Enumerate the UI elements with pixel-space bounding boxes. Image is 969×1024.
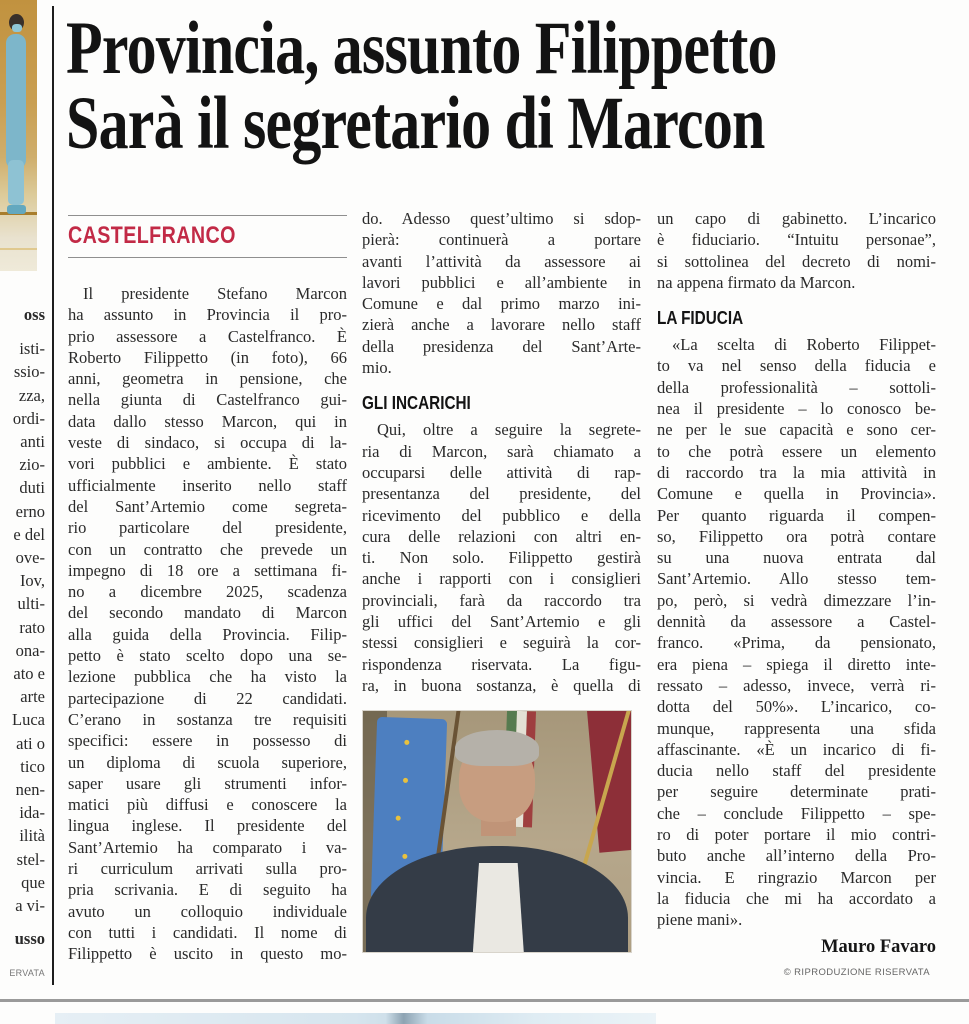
cutoff-text-fragment: ato e xyxy=(13,664,45,684)
text-line: lezione pubblica che ha visto la xyxy=(68,667,347,687)
text-line: zierà anche a lavorare nello staff xyxy=(362,315,641,335)
headline-line-1: Provincia, assunto Filippetto xyxy=(66,7,777,90)
cutoff-text-fragment: ove- xyxy=(15,548,45,568)
cutoff-text-fragment: zza, xyxy=(18,385,45,405)
cutoff-text-fragment: ida- xyxy=(19,803,45,823)
text-line: Roberto Filippetto (in foto), 66 xyxy=(68,347,347,367)
text-line: lingua inglese. Il presidente del xyxy=(68,816,347,836)
headline-line-2: Sarà il segretario di Marcon xyxy=(66,82,765,165)
gym-floor-line xyxy=(0,248,37,250)
article-column-3 xyxy=(657,208,936,978)
text-line: veste di sindaco, si occupa di la- xyxy=(68,433,347,453)
text-line: ria di Marcon, sarà chiamato a xyxy=(362,441,641,461)
text-line: ti. Non solo. Filippetto gestirà xyxy=(362,548,641,568)
paragraph xyxy=(657,334,936,930)
kicker-label: CASTELFRANCO xyxy=(68,222,236,249)
cutoff-text-fragment: isti- xyxy=(19,339,45,359)
text-line: ha assunto in Provincia il pro- xyxy=(68,305,347,325)
skater-legs xyxy=(8,160,24,205)
text-line: nella giunta di Castelfranco gui- xyxy=(68,390,347,410)
cutoff-text-fragment: Luca xyxy=(12,710,45,730)
text-line: con tutti i candidati. Il nome di xyxy=(68,922,347,942)
text-line: con un contratto che prevede un xyxy=(68,539,347,559)
text-line: su una nuova entrata dal xyxy=(657,548,936,568)
text-line: rispondenza riservata. La figu- xyxy=(362,654,641,674)
text-line: nea il presidente – lo conosco be- xyxy=(657,399,936,419)
cutoff-text-fragment: anti xyxy=(20,432,45,452)
text-line: no a dicembre 2025, scadenza xyxy=(68,582,347,602)
skater-body xyxy=(6,34,26,169)
text-line: un diploma di scuola superiore, xyxy=(68,752,347,772)
man-hair xyxy=(455,730,538,766)
text-line: dotta del 50%». L’incarico, co- xyxy=(657,697,936,717)
cutoff-text-fragment: rato xyxy=(19,617,45,637)
text-line: era piena – spiega il diretto inte- xyxy=(657,654,936,674)
text-line: franco. «Prima, da pensionato, xyxy=(657,633,936,653)
text-line: del Sant’Artemio come segreta- xyxy=(68,496,347,516)
cutoff-text-fragment: ona- xyxy=(15,640,45,660)
text-line: del secondo mandato di Marcon xyxy=(68,603,347,623)
text-line: che – conclude Filippetto – spe- xyxy=(657,803,936,823)
text-line: ricevimento del pubblico e della xyxy=(362,505,641,525)
article-column-1 xyxy=(68,283,347,965)
text-line: è fiduciario. “Intuitu personae”, xyxy=(657,230,936,250)
cutoff-text-fragment: stel- xyxy=(16,849,45,869)
copyright-notice: © RIPRODUZIONE RISERVATA xyxy=(783,966,930,978)
text-line: gli uffici del Sant’Artemio e gli xyxy=(362,612,641,632)
cutoff-text-fragment: usso xyxy=(14,929,45,949)
text-line: partecipazione di 22 candidati. xyxy=(68,688,347,708)
text-line: specifici: essere in possesso di xyxy=(68,731,347,751)
text-line: ufficialmente inserito nello staff xyxy=(68,475,347,495)
text-line: piene mani». xyxy=(657,910,743,930)
text-line: anche i rapporti con i consiglieri xyxy=(362,569,641,589)
text-line: si sottolinea del decreto di nomi- xyxy=(657,251,936,271)
cutoff-text-fragment: ulti- xyxy=(17,594,45,614)
text-line: Filippetto è uscito in questo mo- xyxy=(68,944,347,964)
cutoff-text-fragment: erno xyxy=(15,501,45,521)
text-line: vori pubblici e ambiente. È stato xyxy=(68,454,347,474)
cutoff-text-fragment: tico xyxy=(20,756,45,776)
next-article-photo-edge xyxy=(55,1013,656,1024)
text-line: saper usare gli strumenti infor- xyxy=(68,773,347,793)
text-line: pria scrivania. E di seguito ha xyxy=(68,880,347,900)
text-line: ro di poter portare il mio contri- xyxy=(657,825,936,845)
text-line: della presidenza del Sant’Arte- xyxy=(362,336,641,356)
text-line: na appena firmato da Marcon. xyxy=(657,272,856,292)
paragraph xyxy=(657,208,936,293)
text-line: C’erano in sostanza tre requisiti xyxy=(68,709,347,729)
text-line: avanti l’attività da assessore ai xyxy=(362,251,641,271)
text-line: do. Adesso quest’ultimo si sdop- xyxy=(362,209,641,228)
text-line: lavori pubblici e all’ambiente in xyxy=(362,272,641,292)
text-line: Per quanto riguarda il compen- xyxy=(657,505,936,525)
text-line: «La scelta di Roberto Filippet- xyxy=(672,335,936,355)
column-divider-rule xyxy=(52,6,54,985)
cutoff-text-fragment: ordi- xyxy=(12,408,45,428)
text-line: Comune e quella in Provincia». xyxy=(657,484,936,504)
text-line: data dallo stesso Marcon, qui in xyxy=(68,411,347,431)
text-line: Il presidente Stefano Marcon xyxy=(83,284,347,303)
text-line: cura delle relazioni con altri en- xyxy=(362,526,641,546)
cutoff-text-fragment: a vi- xyxy=(15,896,45,916)
cutoff-text-fragment: ERVATA xyxy=(9,968,45,979)
text-line: alla guida della Provincia. Filip- xyxy=(68,624,347,644)
text-line: pierà: continuerà a portare xyxy=(362,230,641,250)
text-line: la fiducia che mi ha accordato a xyxy=(657,888,936,908)
text-line: to va nel senso della fiducia e xyxy=(657,356,936,376)
text-line: ducia nello staff del presidente xyxy=(657,761,936,781)
section-kicker xyxy=(68,215,347,258)
text-line: stessi consiglieri e seguirà la cor- xyxy=(362,633,641,653)
text-line: di raccordo tra la mia attività in xyxy=(657,462,936,482)
section-subhead: LA FIDUCIA xyxy=(657,308,744,329)
eu-flag-stars xyxy=(404,740,409,745)
article-column-2 xyxy=(362,208,641,696)
text-line: Qui, oltre a seguire la segrete- xyxy=(377,420,641,440)
cutoff-text-fragment: ati o xyxy=(16,733,45,753)
text-line: un capo di gabinetto. L’incarico xyxy=(657,209,936,228)
text-line: mio. xyxy=(362,358,392,378)
text-line: to che potrà essere un elemento xyxy=(657,441,936,461)
bottom-section-rule xyxy=(0,999,969,1002)
text-line: anni, geometra in pensione, che xyxy=(68,369,347,389)
filippetto-photo xyxy=(362,710,632,953)
text-line: affascinante. «È un incarico di fi- xyxy=(657,739,936,759)
cutoff-photo-skater xyxy=(0,0,37,271)
text-line: ri curriculum arrivati sulla pro- xyxy=(68,859,347,879)
paragraph xyxy=(68,283,347,965)
text-line: Comune e dal primo marzo ini- xyxy=(362,294,641,314)
cutoff-text-fragment: Iov, xyxy=(19,571,45,591)
text-line: impegno di 18 ore a settimana fi- xyxy=(68,560,347,580)
text-line: della professionalità – sottoli- xyxy=(657,377,936,397)
section-subhead: GLI INCARICHI xyxy=(362,393,471,414)
article-headline xyxy=(66,7,954,165)
text-line: po, però, si vedrà dimezzare l’in- xyxy=(657,590,936,610)
text-line: presentanza del presidente, del xyxy=(362,484,641,504)
text-line: Sant’Artemio ha comparato i va- xyxy=(68,837,347,857)
cutoff-text-fragment: nen- xyxy=(15,780,45,800)
text-line: per seguire determinate prati- xyxy=(657,782,936,802)
text-line: prio assessore a Castelfranco. È xyxy=(68,326,347,346)
cutoff-text-fragment: duti xyxy=(19,478,45,498)
cutoff-text-fragment: e del xyxy=(13,524,45,544)
man-shirt xyxy=(473,863,524,952)
text-line: rio particolare del presidente, xyxy=(68,518,347,538)
skater-skates xyxy=(7,205,26,214)
cutoff-text-fragment: arte xyxy=(20,687,45,707)
text-line: so, Filippetto ora potrà contare xyxy=(657,526,936,546)
cutoff-column xyxy=(0,303,45,986)
text-line: matici più diffusi e conoscere la xyxy=(68,795,347,815)
text-line: munque, rappresenta una sfida xyxy=(657,718,936,738)
paragraph xyxy=(362,208,641,378)
paragraph xyxy=(362,419,641,696)
text-line: avuto un colloquio individuale xyxy=(68,901,347,921)
text-line: ra, in buona sostanza, è quella di xyxy=(362,675,641,695)
text-line: ne per le sue capacità e sono cer- xyxy=(657,420,936,440)
text-line: ressato – adesso, invece, verrà ri- xyxy=(657,675,936,695)
text-line: petto è stato scelto dopo una se- xyxy=(68,646,347,666)
cutoff-text-fragment: ssio- xyxy=(13,362,45,382)
text-line: dennità da assessore a Castel- xyxy=(657,612,936,632)
cutoff-text-fragment: ilità xyxy=(19,826,45,846)
cutoff-text-fragment: que xyxy=(21,872,45,892)
text-line: provinciali, farà da raccordo tra xyxy=(362,590,641,610)
skater-mask xyxy=(12,24,22,32)
text-line: Sant’Artemio. Allo stesso tem- xyxy=(657,569,936,589)
text-line: occuparsi delle attività di rap- xyxy=(362,462,641,482)
text-line: buto anche all’interno della Pro- xyxy=(657,846,936,866)
cutoff-text-fragment: zio- xyxy=(19,455,45,475)
author-byline: Mauro Favaro xyxy=(821,936,936,957)
text-line: vincia. E ringrazio Marcon per xyxy=(657,867,936,887)
cutoff-text-fragment: oss xyxy=(23,305,45,324)
